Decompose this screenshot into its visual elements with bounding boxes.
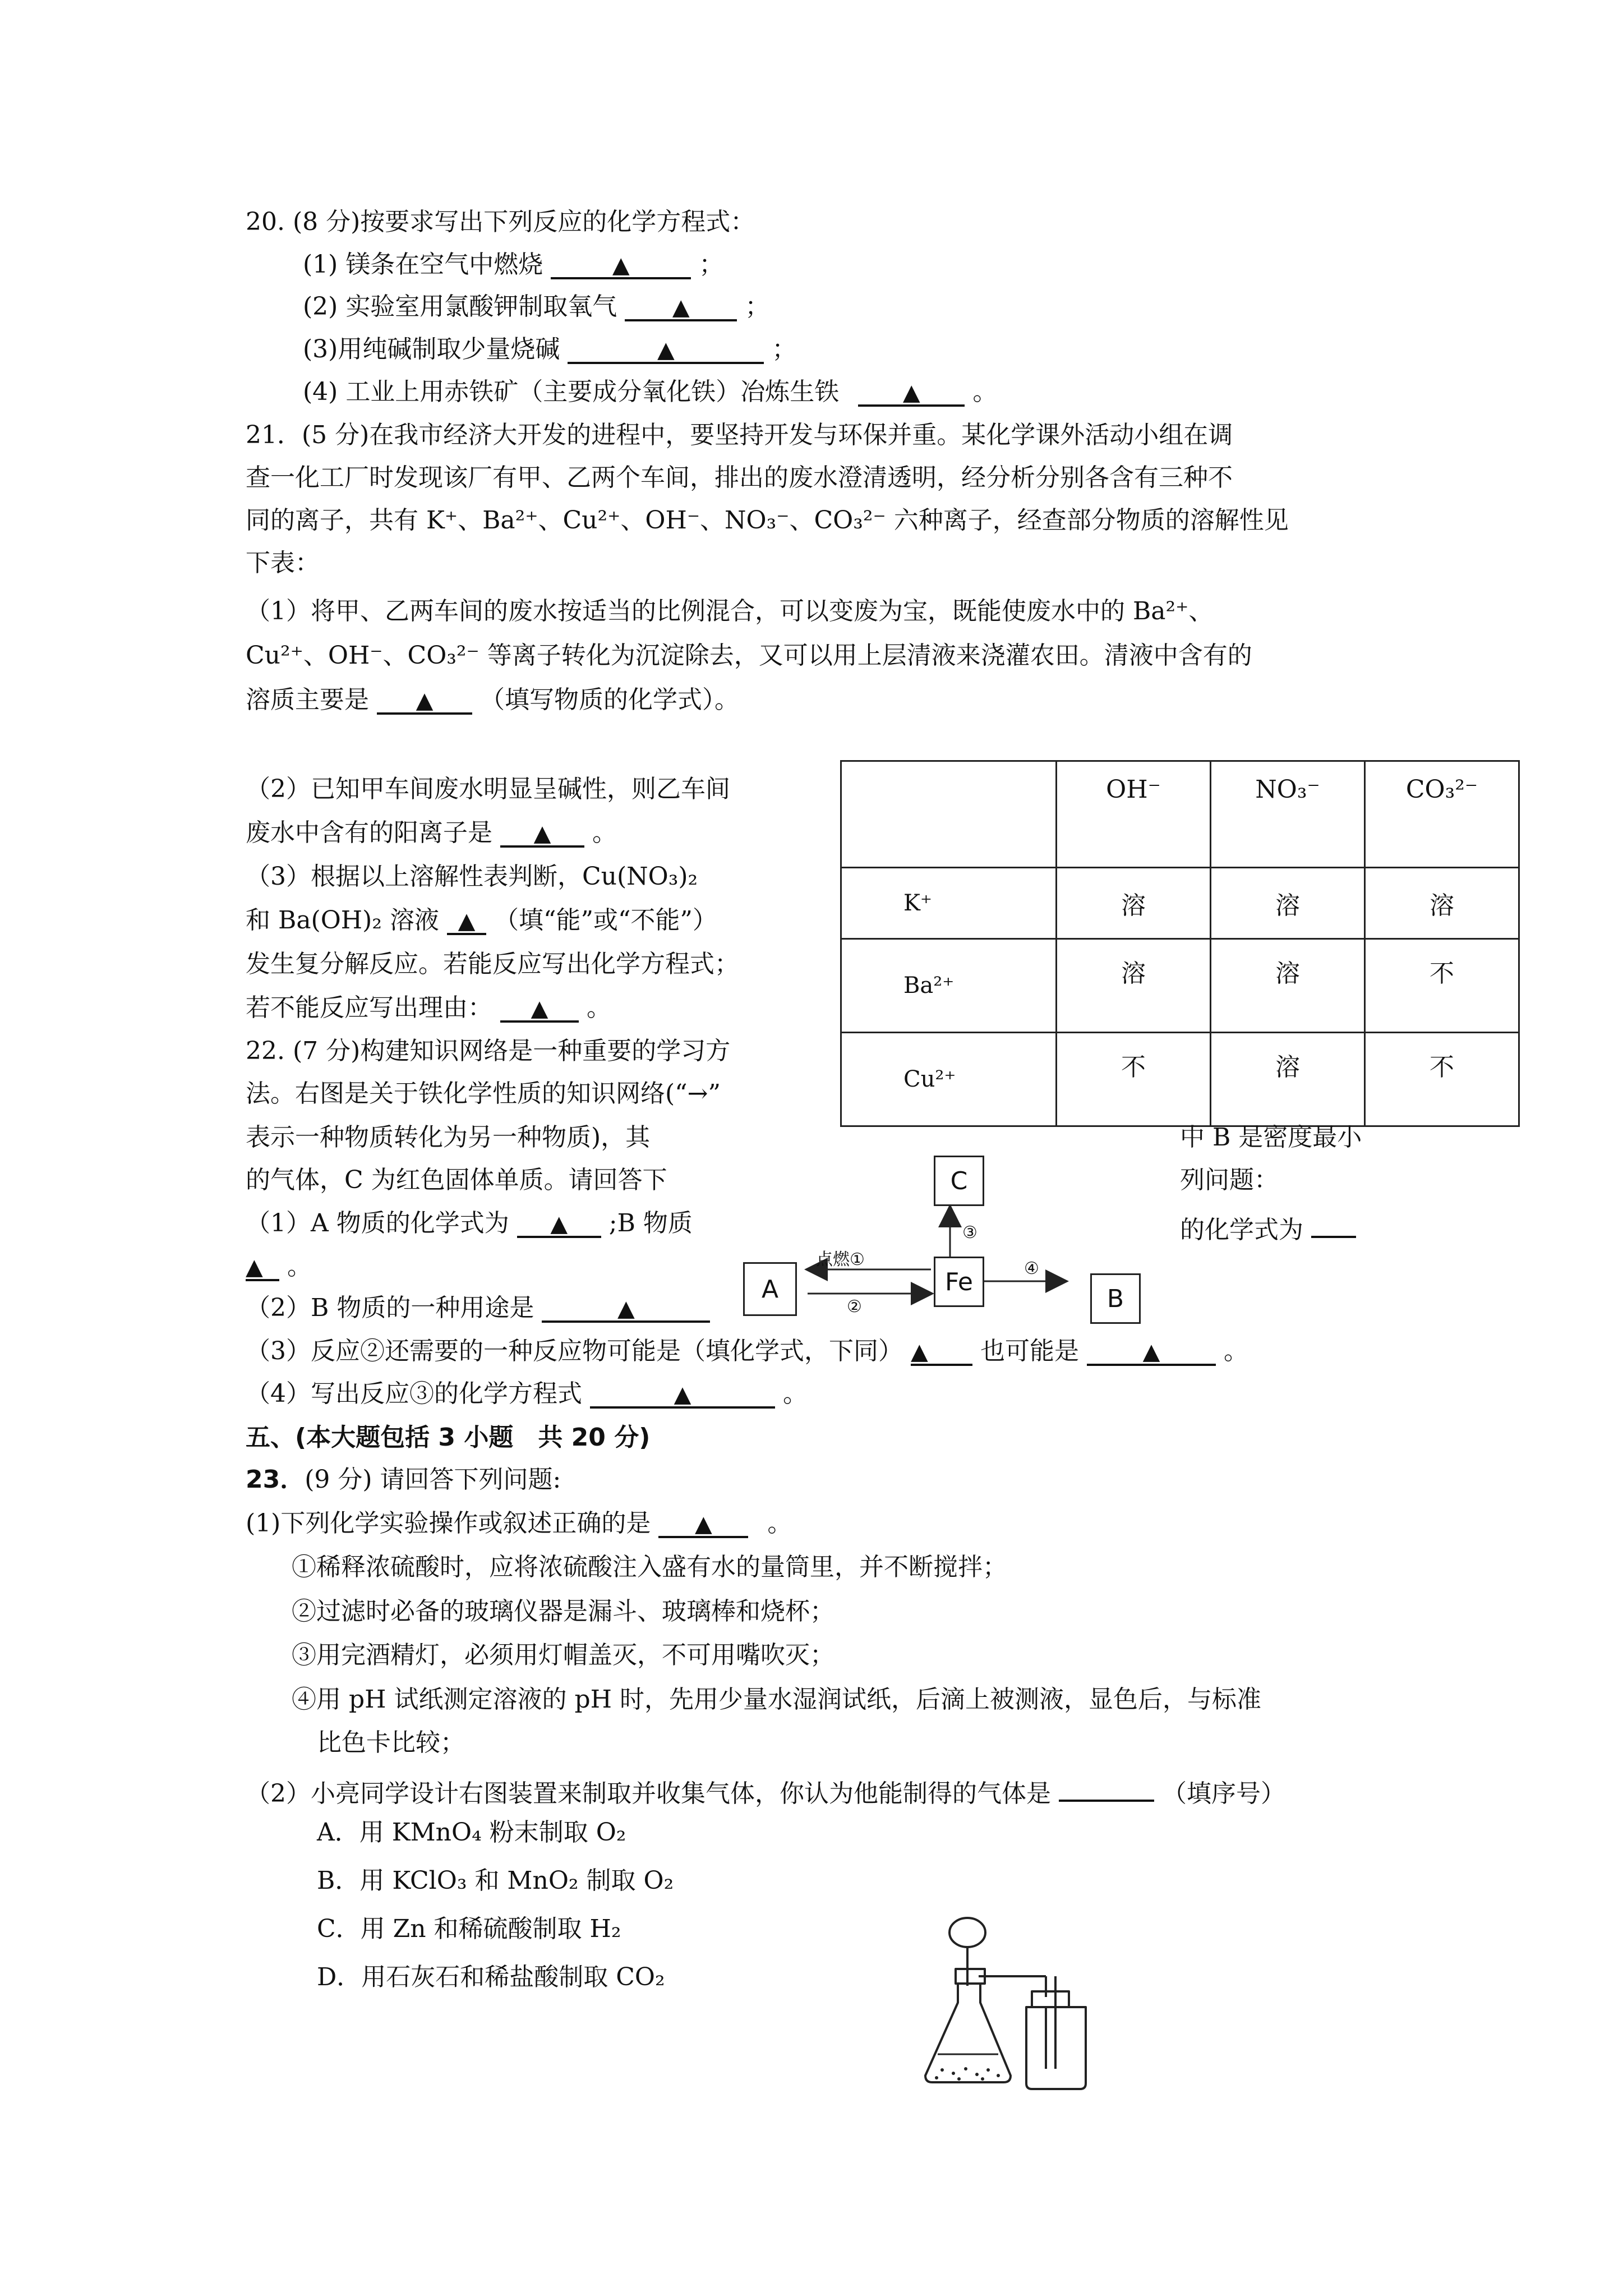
answer-blank[interactable] xyxy=(1059,1773,1154,1802)
q22-line-2: 法。右图是关于铁化学性质的知识网络(“→” xyxy=(246,1079,721,1108)
q21-p3-line-1: （3）根据以上溶解性表判断，Cu(NO₃)₂ xyxy=(246,862,698,891)
q21-p1-line-1: （1）将甲、乙两车间的废水按适当的比例混合，可以变废为宝，既能使废水中的 Ba²⁺、 xyxy=(246,597,1214,625)
q21-p1-line-3 xyxy=(246,685,739,715)
table-header-cell: NO₃⁻ xyxy=(1211,761,1365,868)
answer-blank[interactable] xyxy=(625,292,737,321)
blank-marker: ▲ xyxy=(674,1382,691,1407)
answer-blank[interactable] xyxy=(377,685,472,715)
q20-item-1 xyxy=(303,250,723,280)
q22-p1-left xyxy=(246,1209,693,1239)
q22-p4 xyxy=(246,1379,808,1409)
blank-marker: ▲ xyxy=(550,1211,568,1237)
q20-item-2-end: ； xyxy=(745,292,770,321)
q23-title-text: (9 分) 请回答下列问题: xyxy=(305,1465,561,1494)
table-cell: 溶 xyxy=(1057,868,1211,939)
blank-marker: ▲ xyxy=(911,1339,928,1365)
q20-item-2-label: (2) 实验室用氯酸钾制取氧气 xyxy=(303,292,617,321)
q20-item-3 xyxy=(303,335,796,365)
node-c: C xyxy=(934,1156,984,1206)
table-header-cell: CO₃²⁻ xyxy=(1365,761,1519,868)
q23-number: 23． xyxy=(246,1465,305,1494)
q22-p1-prefix: （1）A 物质的化学式为 xyxy=(246,1209,509,1237)
table-cell: 溶 xyxy=(1365,868,1519,939)
q22-p3-prefix: （3）反应②还需要的一种反应物可能是（填化学式，下同） xyxy=(246,1337,903,1365)
q22-p4-prefix: （4）写出反应③的化学方程式 xyxy=(246,1379,582,1408)
reaction-label-2: ② xyxy=(847,1297,862,1317)
q22-p3-middle: 也可能是 xyxy=(980,1337,1079,1365)
table-row-label: Ba²⁺ xyxy=(841,939,1057,1033)
q20-item-2 xyxy=(303,292,769,322)
blank-marker: ▲ xyxy=(246,1254,263,1280)
answer-blank[interactable] xyxy=(551,250,691,279)
q21-p3-reason-suffix: 。 xyxy=(587,993,611,1022)
q23-choice-a: A．用 KMnO₄ 粉末制取 O₂ xyxy=(317,1818,626,1847)
reaction-label-1: 点燃① xyxy=(816,1250,865,1269)
table-row xyxy=(841,868,1519,939)
q23-choice-b: B．用 KClO₃ 和 MnO₂ 制取 O₂ xyxy=(317,1866,674,1895)
blank-marker: ▲ xyxy=(531,996,548,1022)
table-header-cell: OH⁻ xyxy=(1057,761,1211,868)
blank-marker: ▲ xyxy=(672,295,690,320)
blank-marker: ▲ xyxy=(657,337,675,363)
funnel-bulb xyxy=(949,1918,985,1947)
q20-item-4-label: (4) 工业上用赤铁矿（主要成分氧化铁）冶炼生铁 xyxy=(303,378,840,406)
q22-line-3a: 表示一种物质转化为另一种物质)，其 xyxy=(246,1123,651,1152)
blank-marker: ▲ xyxy=(902,380,920,406)
blank-marker: ▲ xyxy=(458,908,476,934)
reaction-label-3: ③ xyxy=(962,1223,978,1243)
answer-blank[interactable] xyxy=(447,906,486,935)
table-row-label: K⁺ xyxy=(841,868,1057,939)
table-row xyxy=(841,1033,1519,1126)
q21-p2-prefix: 废水中含有的阳离子是 xyxy=(246,818,492,847)
q21-p3-line-4 xyxy=(246,993,611,1023)
q20-item-4-end: 。 xyxy=(972,378,998,406)
q20-item-4 xyxy=(303,378,997,407)
table-row xyxy=(841,939,1519,1033)
q22-p3 xyxy=(246,1337,1248,1366)
q23-option-1: ①稀释浓硫酸时，应将浓硫酸注入盛有水的量筒里，并不断搅拌； xyxy=(292,1553,1007,1581)
q23-option-3: ③用完酒精灯，必须用灯帽盖灭，不可用嘴吹灭； xyxy=(292,1641,834,1669)
q23-option-4-line-2: 比色卡比较； xyxy=(317,1728,465,1757)
q22-p1-right-text: 的化学式为 xyxy=(1180,1216,1303,1244)
q22-p1-middle: ;B 物质 xyxy=(608,1209,693,1237)
q22-p4-end: 。 xyxy=(783,1379,808,1408)
q22-line-4b: 列问题： xyxy=(1180,1166,1279,1194)
q22-p3-end: 。 xyxy=(1224,1337,1248,1365)
table-cell: 溶 xyxy=(1211,1033,1365,1126)
q22-line-4a: 的气体，C 为红色固体单质。请回答下 xyxy=(246,1166,667,1194)
table-cell: 溶 xyxy=(1057,939,1211,1033)
table-cell: 溶 xyxy=(1211,868,1365,939)
answer-blank[interactable] xyxy=(500,818,584,848)
answer-blank[interactable] xyxy=(911,1337,972,1366)
node-a: A xyxy=(743,1262,797,1316)
q20-title: 20. (8 分)按要求写出下列反应的化学方程式： xyxy=(246,208,755,236)
answer-blank[interactable] xyxy=(568,335,764,364)
blank-marker: ▲ xyxy=(416,688,434,714)
q22-p1-continued xyxy=(246,1252,312,1282)
q23-p1 xyxy=(246,1509,792,1539)
q21-line-4: 下表： xyxy=(246,549,320,577)
conical-flask xyxy=(925,1984,1011,2082)
reaction-label-4: ④ xyxy=(1024,1259,1039,1278)
q21-line-2: 查一化工厂时发现该厂有甲、乙两个车间，排出的废水澄清透明，经分析分别各含有三种不 xyxy=(246,463,1233,492)
q20-item-3-label: (3)用纯碱制取少量烧碱 xyxy=(303,335,560,364)
q21-p3-prefix: 和 Ba(OH)₂ 溶液 xyxy=(246,906,439,935)
table-header-row xyxy=(841,761,1519,868)
q22-p1-right xyxy=(1180,1209,1356,1245)
table-cell: 不 xyxy=(1057,1033,1211,1126)
q23-p2-suffix: （填序号） xyxy=(1162,1779,1285,1808)
q21-line-3: 同的离子，共有 K⁺、Ba²⁺、Cu²⁺、OH⁻、NO₃⁻、CO₃²⁻ 六种离子，经查部分物质的溶解性见 xyxy=(246,506,1289,535)
q22-line-3b: 中 B 是密度最小 xyxy=(1180,1123,1362,1152)
q23-p1-end: 。 xyxy=(767,1509,792,1538)
table-row-label: Cu²⁺ xyxy=(841,1033,1057,1126)
answer-blank[interactable] xyxy=(517,1209,601,1238)
q22-p2-text: （2）B 物质的一种用途是 xyxy=(246,1294,534,1322)
q21-p2-suffix: 。 xyxy=(592,818,617,847)
q20-item-1-end: ； xyxy=(699,250,724,279)
q21-p1-prefix: 溶质主要是 xyxy=(246,685,369,714)
blank-marker: ▲ xyxy=(612,252,630,278)
table-header-cell xyxy=(841,761,1057,868)
answer-blank[interactable] xyxy=(858,378,965,407)
q23-title xyxy=(246,1465,561,1495)
node-b: B xyxy=(1090,1273,1141,1324)
q23-p2 xyxy=(246,1773,1285,1809)
q23-p2-prefix: （2）小亮同学设计右图装置来制取并收集气体，你认为他能制得的气体是 xyxy=(246,1779,1051,1808)
q20-item-1-label: (1) 镁条在空气中燃烧 xyxy=(303,250,543,279)
answer-blank-end[interactable] xyxy=(246,1252,279,1281)
blank-marker: ▲ xyxy=(617,1296,635,1322)
q21-p3-reason-prefix: 若不能反应写出理由： xyxy=(246,993,492,1022)
blank-marker: ▲ xyxy=(694,1511,712,1537)
q21-line-1: 21．(5 分)在我市经济大开发的进程中，要坚持开发与环保并重。某化学课外活动小组在调 xyxy=(246,421,1233,449)
bottle-stopper xyxy=(1032,1991,1069,2007)
solubility-table xyxy=(840,760,1520,1127)
q21-p3-line-2 xyxy=(246,906,717,936)
q22-line-1: 22. (7 分)构建知识网络是一种重要的学习方 xyxy=(246,1037,731,1065)
blank-marker: ▲ xyxy=(1142,1339,1160,1365)
q23-p1-prefix: (1)下列化学实验操作或叙述正确的是 xyxy=(246,1509,651,1538)
answer-blank[interactable] xyxy=(1087,1337,1216,1366)
q23-choice-d: D．用石灰石和稀盐酸制取 CO₂ xyxy=(317,1963,665,1991)
q21-p1-line-2: Cu²⁺、OH⁻、CO₃²⁻ 等离子转化为沉淀除去，又可以用上层清液来浇灌农田。清液中含有的 xyxy=(246,641,1252,670)
table-cell: 不 xyxy=(1365,1033,1519,1126)
table-cell: 不 xyxy=(1365,939,1519,1033)
answer-blank[interactable] xyxy=(542,1294,710,1323)
q23-option-2: ②过滤时必备的玻璃仪器是漏斗、玻璃棒和烧杯； xyxy=(292,1597,834,1626)
q22-p2 xyxy=(246,1294,710,1323)
q21-p3-line-3: 发生复分解反应。若能反应写出化学方程式； xyxy=(246,950,739,978)
q21-p1-suffix: （填写物质的化学式）。 xyxy=(480,685,739,714)
q21-p3-suffix: （填“能”或“不能”） xyxy=(494,906,717,935)
q21-p2-line-1: （2）已知甲车间废水明显呈碱性，则乙车间 xyxy=(246,775,730,803)
answer-blank[interactable] xyxy=(658,1509,748,1538)
q21-p2-line-2 xyxy=(246,818,617,848)
q23-choice-c: C．用 Zn 和稀硫酸制取 H₂ xyxy=(317,1915,621,1943)
section-5-heading: 五、(本大题包括 3 小题 共 20 分) xyxy=(246,1423,651,1452)
answer-blank-start[interactable] xyxy=(1311,1209,1356,1238)
q20-item-3-end: ； xyxy=(772,335,797,364)
table-cell: 溶 xyxy=(1211,939,1365,1033)
answer-blank[interactable] xyxy=(500,993,579,1023)
gas-apparatus-illustration xyxy=(914,1907,1127,2098)
blank-marker: ▲ xyxy=(533,821,551,846)
q23-option-4-line-1: ④用 pH 试纸测定溶液的 pH 时，先用少量水湿润试纸，后滴上被测液，显色后，与标准 xyxy=(292,1685,1262,1714)
answer-blank[interactable] xyxy=(590,1379,775,1409)
node-fe: Fe xyxy=(934,1257,984,1307)
q22-p1-end: 。 xyxy=(287,1252,312,1281)
